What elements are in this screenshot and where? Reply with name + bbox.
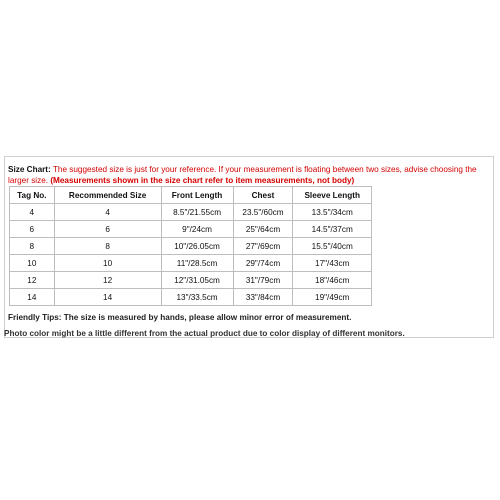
size-chart-label: Size Chart: [8, 165, 51, 174]
friendly-tips: Friendly Tips: The size is measured by hands, please allow minor error of measurement. [8, 313, 352, 322]
cell-recommended-size: 4 [54, 204, 161, 221]
cell-tag-no: 4 [10, 204, 55, 221]
table-row [10, 221, 372, 238]
size-table-header-row [10, 187, 372, 204]
cell-front-length: 12"/31.05cm [161, 272, 233, 289]
cell-tag-no: 12 [10, 272, 55, 289]
cell-chest: 31"/79cm [233, 272, 293, 289]
cell-tag-no: 14 [10, 289, 55, 306]
cell-front-length: 9"/24cm [161, 221, 233, 238]
cell-front-length: 11"/28.5cm [161, 255, 233, 272]
cell-sleeve-length: 17"/43cm [293, 255, 372, 272]
cell-sleeve-length: 19"/49cm [293, 289, 372, 306]
table-row [10, 272, 372, 289]
cell-recommended-size: 14 [54, 289, 161, 306]
header-front-length: Front Length [161, 187, 233, 204]
cell-tag-no: 10 [10, 255, 55, 272]
cell-chest: 29"/74cm [233, 255, 293, 272]
header-chest: Chest [233, 187, 293, 204]
table-row [10, 204, 372, 221]
cell-chest: 33"/84cm [233, 289, 293, 306]
size-chart-measurement-note: (Measurements shown in the size chart refer to item measurements, not body) [50, 175, 355, 185]
cell-front-length: 10"/26.05cm [161, 238, 233, 255]
size-table [9, 186, 372, 306]
header-sleeve-length: Sleeve Length [293, 187, 372, 204]
photo-color-note: Photo color might be a little different from the actual product due to color display of different monitors. [4, 329, 405, 338]
cell-chest: 25"/64cm [233, 221, 293, 238]
header-tag-no: Tag No. [10, 187, 55, 204]
cell-chest: 27"/69cm [233, 238, 293, 255]
size-chart-advice: The suggested size is just for your reference. If your measurement is floating between two sizes, advise choosing the larger size. [8, 165, 477, 185]
cell-sleeve-length: 14.5"/37cm [293, 221, 372, 238]
cell-recommended-size: 10 [54, 255, 161, 272]
cell-sleeve-length: 18"/46cm [293, 272, 372, 289]
table-row [10, 289, 372, 306]
cell-recommended-size: 12 [54, 272, 161, 289]
cell-tag-no: 6 [10, 221, 55, 238]
size-chart-intro [8, 165, 492, 186]
cell-sleeve-length: 13.5"/34cm [293, 204, 372, 221]
table-row [10, 238, 372, 255]
cell-front-length: 13"/33.5cm [161, 289, 233, 306]
header-recommended-size: Recommended Size [54, 187, 161, 204]
size-chart-panel [4, 156, 494, 338]
table-row [10, 255, 372, 272]
cell-chest: 23.5"/60cm [233, 204, 293, 221]
cell-front-length: 8.5"/21.55cm [161, 204, 233, 221]
cell-tag-no: 8 [10, 238, 55, 255]
cell-recommended-size: 6 [54, 221, 161, 238]
cell-recommended-size: 8 [54, 238, 161, 255]
cell-sleeve-length: 15.5"/40cm [293, 238, 372, 255]
